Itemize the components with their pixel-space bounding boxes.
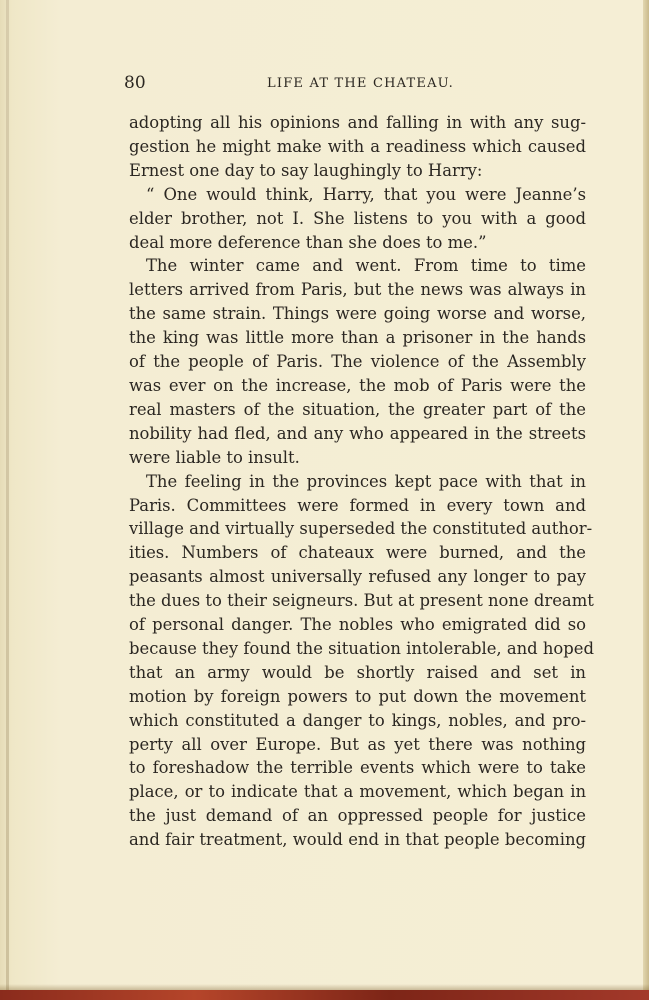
text-line: motion by foreign powers to put down the movement bbox=[129, 686, 586, 706]
text-line: that an army would be shortly raised and set in bbox=[129, 662, 586, 682]
text-line: which constituted a danger to kings, nobles, and pro- bbox=[129, 710, 586, 730]
text-line: village and virtually superseded the constituted author- bbox=[129, 519, 593, 539]
text-line: of the people of Paris. The violence of the Assembly bbox=[129, 352, 586, 372]
text-line: nobility had fled, and any who appeared in the streets bbox=[129, 423, 586, 443]
text-line: elder brother, not I. She listens to you with a good bbox=[129, 208, 586, 228]
text-line: The feeling in the provinces kept pace with that in bbox=[146, 471, 586, 491]
text-line: the same strain. Things were going worse and worse, bbox=[129, 304, 586, 324]
text-line: because they found the situation intolerable, and hoped bbox=[129, 638, 594, 658]
text-line: the dues to their seigneurs. But at present none dreamt bbox=[129, 591, 594, 611]
text-line: The winter came and went. From time to time bbox=[146, 256, 586, 276]
text-line: letters arrived from Paris, but the news was always in bbox=[129, 280, 586, 300]
text-line: “ One would think, Harry, that you were Jeanne’s bbox=[146, 184, 586, 204]
text-line: perty all over Europe. But as yet there was nothing bbox=[129, 734, 586, 754]
text-line: the king was little more than a prisoner in the hands bbox=[129, 328, 586, 348]
text-line: Paris. Committees were formed in every town and bbox=[129, 495, 586, 515]
running-head: LIFE AT THE CHATEAU. bbox=[267, 76, 454, 91]
text-line: Ernest one day to say laughingly to Harry: bbox=[129, 160, 483, 180]
text-line: real masters of the situation, the greater part of the bbox=[129, 399, 586, 419]
text-line: were liable to insult. bbox=[129, 447, 300, 467]
text-line: was ever on the increase, the mob of Paris were the bbox=[129, 375, 586, 395]
text-line: place, or to indicate that a movement, which began in bbox=[129, 782, 586, 802]
text-line: deal more deference than she does to me.” bbox=[129, 232, 487, 252]
text-line: peasants almost universally refused any longer to pay bbox=[129, 567, 586, 587]
body-text bbox=[129, 111, 594, 852]
text-line: and fair treatment, would end in that people becoming bbox=[129, 830, 586, 850]
page-header bbox=[124, 73, 587, 95]
text-line: gestion he might make with a readiness which caused bbox=[129, 136, 586, 156]
text-line: ities. Numbers of chateaux were burned, and the bbox=[129, 543, 586, 563]
text-line: to foreshadow the terrible events which were to take bbox=[129, 758, 586, 778]
text-line: of personal danger. The nobles who emigrated did so bbox=[129, 615, 586, 635]
text-line: adopting all his opinions and falling in with any sug- bbox=[129, 113, 586, 132]
text-line: the just demand of an oppressed people for justice bbox=[129, 806, 586, 826]
page-edge bbox=[643, 0, 649, 990]
gutter-rule bbox=[6, 0, 9, 990]
book-cover-edge bbox=[0, 990, 649, 1000]
page-number: 80 bbox=[124, 73, 146, 93]
